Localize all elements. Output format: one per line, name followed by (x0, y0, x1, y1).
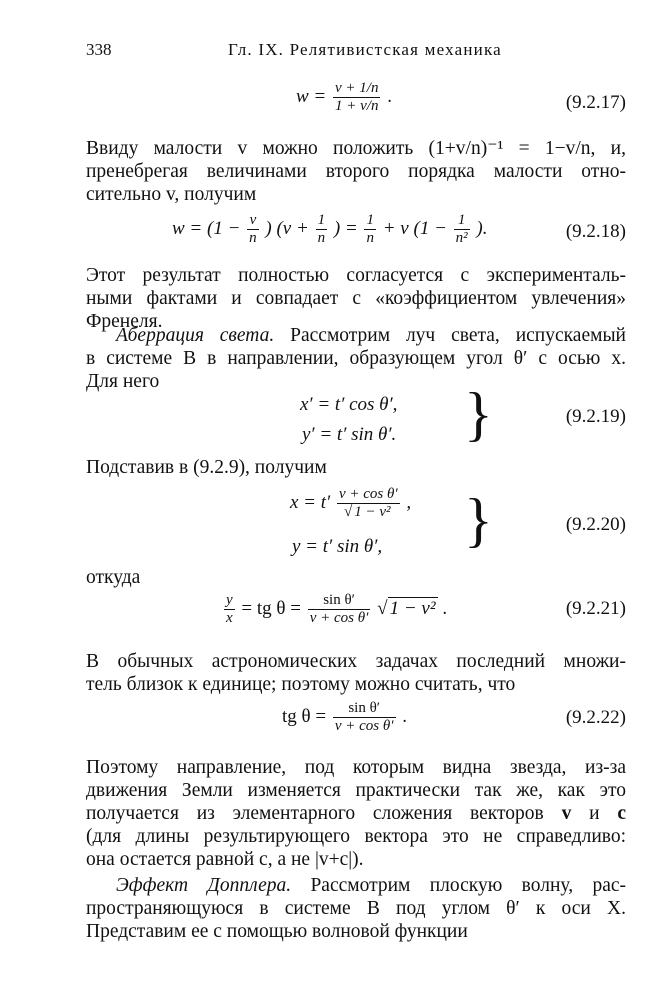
p3-line-2: в системе B в направлении, образующем угол θ′ с осью x. (86, 348, 626, 369)
eq18-f1-numerator: v (247, 212, 259, 230)
eq22-lhs: tg θ = (282, 705, 327, 727)
equation-number-9-2-22: (9.2.22) (565, 707, 626, 728)
p2-line-1: Этот результат полностью согласуется с эксперименталь- (86, 265, 626, 286)
p6-line-2: тель близок к единице; поэтому можно считать, что (86, 674, 516, 695)
p7-line-3-a: получается из элементарного сложения векторов (86, 803, 562, 824)
eq18-part-2: (1 − (207, 217, 241, 239)
page-number: 338 (86, 40, 112, 59)
p3-line-3: Для него (86, 371, 160, 392)
eq18-fraction-3 (364, 212, 376, 247)
equation-9-2-19-line-2: y′ = t′ sin θ′. (302, 424, 397, 445)
eq18-f2-numerator: 1 (317, 212, 326, 228)
section-title-doppler: Эффект Допплера. (116, 875, 292, 896)
eq20-denominator (337, 504, 400, 521)
eq18-f4-numerator: 1 (454, 212, 470, 230)
p2-line-2: ными фактами и совпадает с «коэффициентом увлечения» (86, 288, 626, 309)
eq18-part-3: ) (v + (265, 217, 309, 239)
eq18-part-6: ). (476, 217, 488, 239)
eq18-part-1: w = (172, 217, 203, 239)
eq21-middle: = tg θ = (241, 597, 301, 619)
eq21-f1-denominator: x (226, 610, 233, 626)
eq22-denominator: v + cos θ′ (334, 718, 394, 734)
eq22-tail: . (402, 705, 408, 727)
p7-line-3-b: и (571, 803, 618, 824)
p8-line-1 (86, 874, 626, 897)
equation-9-2-20-line-1 (290, 486, 411, 521)
p4-line-1: Подставив в (9.2.9), получим (86, 457, 327, 478)
eq21-fraction-1 (224, 592, 235, 627)
paragraph-4 (86, 456, 626, 479)
equation-number-9-2-21: (9.2.21) (565, 598, 626, 619)
eq18-f3-numerator: 1 (366, 212, 374, 228)
p3-line-1 (86, 324, 626, 347)
equation-9-2-21 (222, 592, 447, 627)
running-title: Гл. IX. Релятивистская механика (228, 40, 502, 59)
eq18-part-5: + v (1 − (382, 217, 447, 239)
eq18-f2-denominator: n (317, 230, 326, 246)
paragraph-5 (86, 566, 626, 589)
eq22-fraction (333, 700, 396, 735)
p1-line-2: пренебрегая величинами второго порядка малости отно- (86, 161, 626, 182)
eq20-root-sign: √ (344, 504, 353, 520)
p3-line-1-rest: Рассмотрим луч света, испускаемый (274, 325, 626, 346)
eq20-numerator: v + cos θ′ (338, 486, 398, 502)
eq20-fraction (337, 486, 400, 521)
vector-c: c (617, 803, 627, 824)
eq18-f3-denominator: n (366, 230, 374, 246)
equation-number-9-2-19: (9.2.19) (565, 406, 626, 427)
paragraph-3-aberration (86, 324, 626, 393)
equation-9-2-20-line-2: y = t′ sin θ′, (292, 536, 383, 557)
equation-9-2-19-brace: } (464, 381, 493, 447)
eq18-fraction-4 (454, 212, 470, 247)
equation-number-9-2-17: (9.2.17) (565, 92, 626, 113)
paragraph-1 (86, 137, 626, 206)
equation-9-2-22 (282, 700, 407, 735)
p7-line-5: она остается равной c, а не |v+c|). (86, 849, 364, 870)
eq18-f1-denominator: n (249, 230, 257, 246)
eq17-denominator: 1 + v/n (335, 98, 379, 114)
p8-line-1-rest: Рассмотрим плоскую волну, рас- (291, 875, 626, 896)
p7-line-4: (для длины результирующего вектора это не справедливо: (86, 826, 626, 847)
eq20-line1-tail: , (406, 491, 412, 513)
eq21-f1-numerator: y (226, 592, 233, 608)
p7-line-1: Поэтому направление, под которым видна звезда, из-за (86, 757, 626, 778)
eq18-fraction-2 (316, 212, 328, 247)
equation-number-9-2-18: (9.2.18) (565, 221, 626, 242)
paragraph-8-doppler (86, 874, 626, 943)
eq21-root-sign: √ (377, 597, 388, 619)
p7-line-2: движения Земли изменяется практически так же, как это (86, 780, 626, 801)
eq21-tail: . (442, 597, 448, 619)
eq17-numerator: v + 1/n (335, 80, 379, 96)
paragraph-6 (86, 650, 626, 696)
p1-line-1: Ввиду малости v можно положить (1+v/n)⁻¹ = 1−v/n, и, (86, 138, 626, 159)
vector-v: v (561, 803, 572, 824)
section-title-aberration: Аберрация света. (116, 325, 275, 346)
equation-number-9-2-20: (9.2.20) (565, 514, 626, 535)
p2-line-3: Френеля. (86, 311, 163, 332)
equation-9-2-17 (296, 80, 392, 115)
p8-line-3: Представим ее с помощью волновой функции (86, 921, 468, 942)
eq20-root-body: 1 − v² (354, 504, 391, 520)
eq22-numerator: sin θ′ (333, 700, 396, 718)
paragraph-2 (86, 264, 626, 333)
p7-line-3 (86, 802, 626, 825)
eq21-root-body: 1 − v² (389, 597, 436, 619)
paragraph-7 (86, 756, 626, 871)
equation-9-2-18 (172, 212, 487, 247)
eq18-fraction-1 (247, 212, 259, 247)
eq21-f2-numerator: sin θ′ (308, 592, 371, 610)
equation-9-2-20-brace: } (464, 487, 493, 553)
eq21-fraction-2 (308, 592, 371, 627)
eq21-f2-denominator: v + cos θ′ (309, 610, 369, 626)
eq17-lhs: w = (296, 85, 327, 107)
eq17-fraction (333, 80, 380, 115)
eq18-part-4: ) = (333, 217, 358, 239)
equation-9-2-19-line-1: x′ = t′ cos θ′, (300, 394, 398, 415)
p6-line-1: В обычных астрономических задачах последний множи- (86, 651, 626, 672)
p1-line-3: сительно v, получим (86, 184, 257, 205)
p8-line-2: пространяющуюся в системе B под углом θ′ к оси X. (86, 898, 626, 919)
eq17-tail: . (387, 85, 392, 107)
eq20-lhs: x = t′ (290, 491, 331, 513)
p5-line-1: откуда (86, 567, 141, 588)
eq18-f4-denominator: n² (455, 230, 468, 246)
